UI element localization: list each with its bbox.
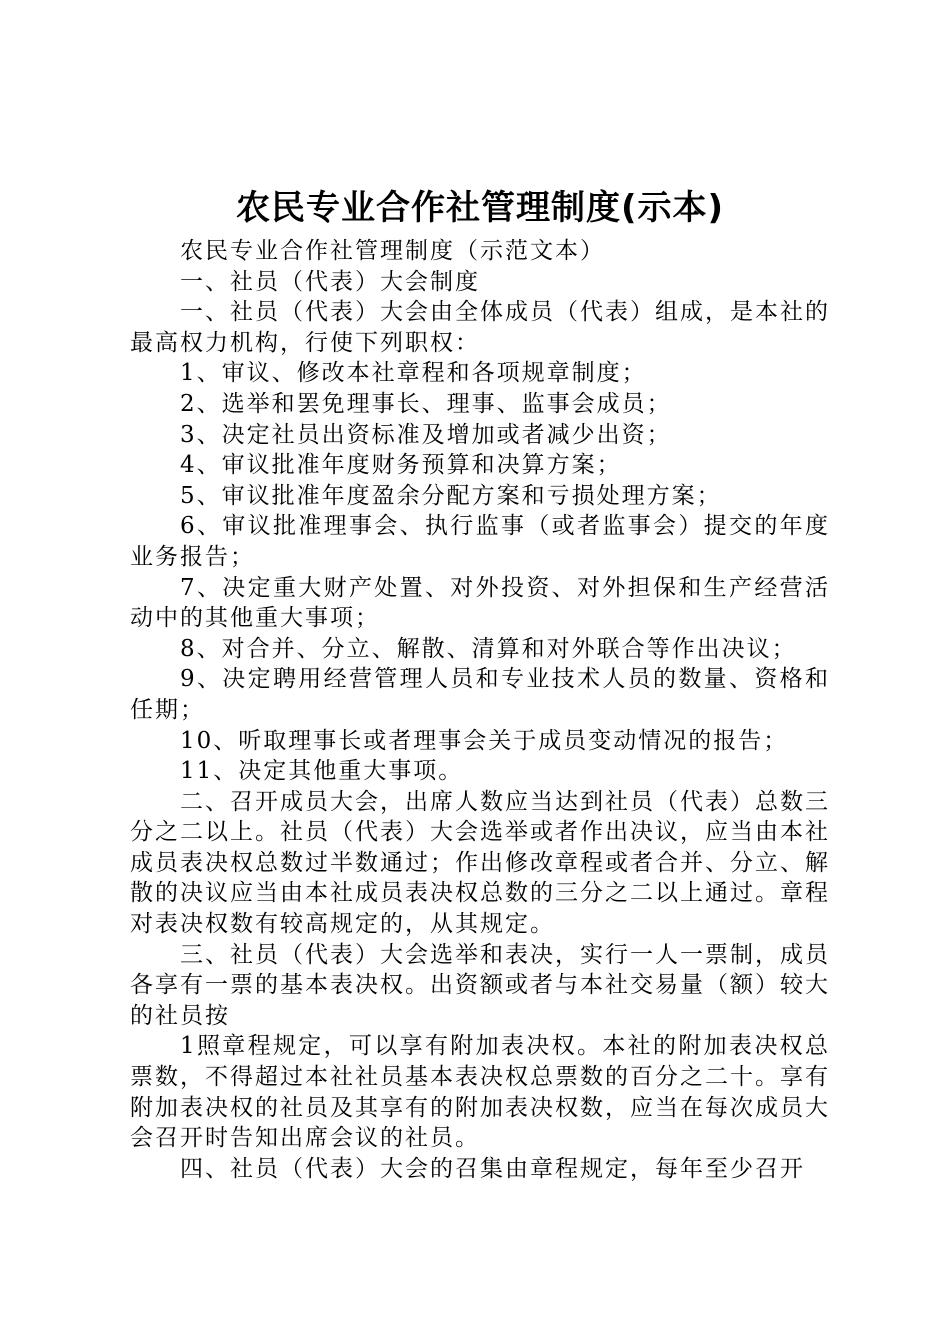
document-page (130, 186, 830, 1184)
list-item: 4、审议批准年度财务预算和决算方案； (180, 452, 622, 479)
paragraph: 四、社员（代表）大会的召集由章程规定，每年至少召开 (180, 1155, 805, 1182)
list-item: 5、审议批准年度盈余分配方案和亏损处理方案； (180, 482, 722, 509)
section-heading: 一、社员（代表）大会制度 (180, 268, 480, 295)
paragraph: 1照章程规定，可以享有附加表决权。本社的附加表决权总票数，不得超过本社社员基本表决权总票数的百分之二十。享有附加表决权的社员及其享有的附加表决权数，应当在每次成员大会召开时告知出席会议的社员。 (130, 1033, 830, 1152)
list-item: 9、决定聘用经营管理人员和专业技术人员的数量、资格和任期； (130, 666, 830, 723)
list-item: 3、决定社员出资标准及增加或者减少出资； (180, 421, 672, 448)
paragraph: 三、社员（代表）大会选举和表决，实行一人一票制，成员各享有一票的基本表决权。出资额或者与本社交易量（额）较大的社员按 (130, 941, 830, 1029)
list-item: 6、审议批准理事会、执行监事（或者监事会）提交的年度业务报告； (130, 513, 830, 570)
list-item: 11、决定其他重大事项。 (180, 758, 464, 785)
paragraph-subtitle: 农民专业合作社管理制度（示范文本） (180, 238, 605, 264)
list-item: 7、决定重大财产处置、对外投资、对外担保和生产经营活动中的其他重大事项； (130, 574, 830, 632)
list-item: 10、听取理事长或者理事会关于成员变动情况的报告； (180, 727, 789, 754)
document-title: 农民专业合作社管理制度(示本) (235, 188, 725, 228)
list-item: 1、审议、修改本社章程和各项规章制度； (180, 360, 647, 387)
paragraph: 二、召开成员大会，出席人数应当达到社员（代表）总数三分之二以上。社员（代表）大会选举或者作出决议，应当由本社成员表决权总数过半数通过；作出修改章程或者合并、分立、解散的决议应当由本社成员表决权总数的三分之二以上通过。章程对表决权数有较高规定的，从其规定。 (130, 788, 830, 938)
paragraph: 一、社员（代表）大会由全体成员（代表）组成，是本社的最高权力机构，行使下列职权： (130, 299, 830, 356)
list-item: 8、对合并、分立、解散、清算和对外联合等作出决议； (180, 635, 797, 662)
list-item: 2、选举和罢免理事长、理事、监事会成员； (180, 390, 672, 417)
